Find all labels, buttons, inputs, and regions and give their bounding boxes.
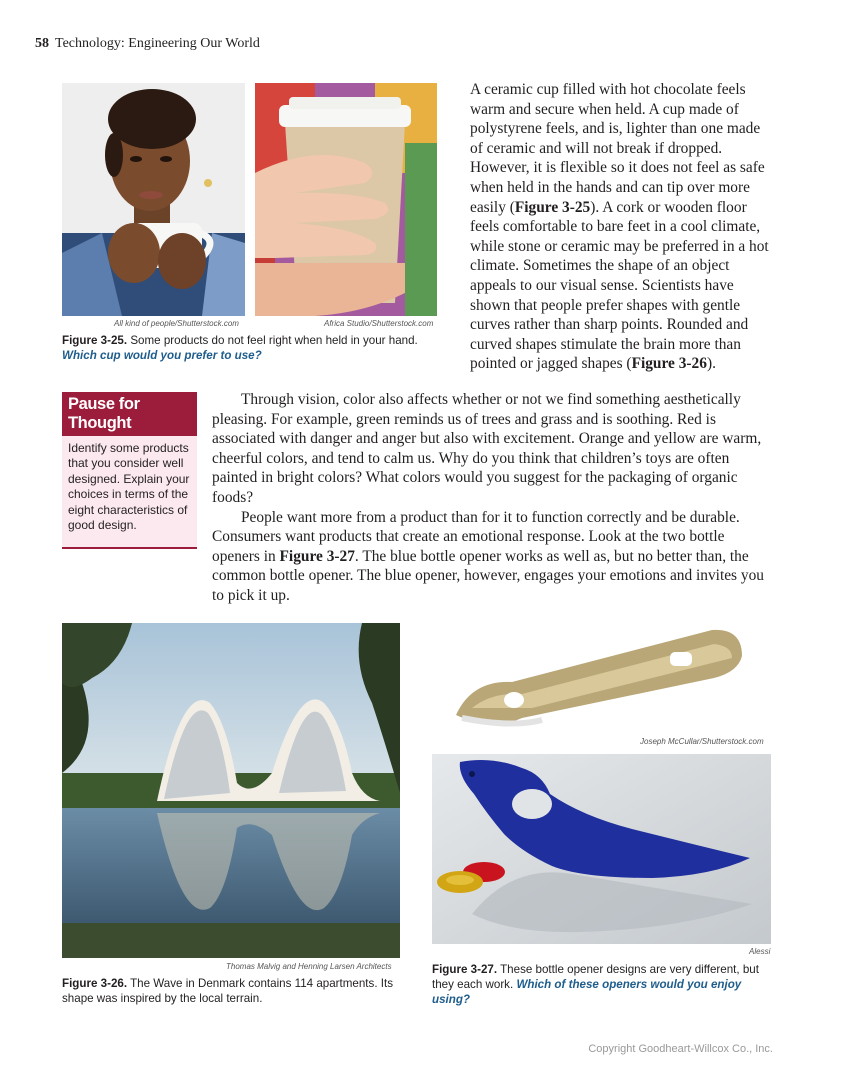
photo-blue-bottle-opener xyxy=(432,754,771,944)
pause-for-thought-title: Pause for Thought xyxy=(62,392,197,436)
photo-paper-cup xyxy=(255,83,437,316)
photo-the-wave-building xyxy=(62,623,400,958)
paragraph-emotion-text-2: . The blue bottle opener works as well as, but no better than, the common bottle opener. The blue opener, however, engages your emotions and invites you to pick it up. xyxy=(212,547,764,604)
figure-3-27-caption xyxy=(432,962,772,1007)
figure-3-25-credit-left: All kind of people/Shutterstock.com xyxy=(114,319,239,328)
figure-3-27-credit-bottom: Alessi xyxy=(749,947,771,956)
photo-common-bottle-opener xyxy=(452,620,748,732)
figure-3-27-label: Figure 3-27. xyxy=(432,963,498,976)
figure-3-26-caption xyxy=(62,976,402,1006)
figure-3-26-label: Figure 3-26. xyxy=(62,977,128,990)
figure-ref-3-27: Figure 3-27 xyxy=(279,547,355,565)
figure-3-25-question: Which cup would you prefer to use? xyxy=(62,349,262,362)
intro-paragraph xyxy=(470,80,776,374)
figure-3-25-text: Some products do not feel right when held in your hand. xyxy=(130,334,418,347)
figure-3-27-question: Which of these openers would you enjoy using? xyxy=(432,978,742,1006)
paragraph-emotion-text-1: People want more from a product than for it to function correctly and be durable. Consumers want products that create an emotional response. Look at the two bottle openers in xyxy=(212,508,740,565)
figure-3-26-credit: Thomas Malvig and Henning Larsen Architects xyxy=(226,962,392,971)
figure-3-25-credit-right: Africa Studio/Shutterstock.com xyxy=(324,319,434,328)
intro-text-3: ). xyxy=(706,355,716,373)
figure-ref-3-26: Figure 3-26 xyxy=(631,355,707,373)
photo-woman-with-mug xyxy=(62,83,245,316)
figure-3-25-caption xyxy=(62,333,442,363)
running-header xyxy=(35,36,260,52)
page-number: 58 xyxy=(35,36,49,51)
figure-3-25-label: Figure 3-25. xyxy=(62,334,128,347)
figure-ref-3-25: Figure 3-25 xyxy=(514,198,591,216)
pause-for-thought-text: Identify some products that you consider well designed. Explain your choices in terms of the eight characteristics of good design. xyxy=(68,441,190,533)
paragraph-color: Through vision, color also affects whether or not we find something aesthetically pleasing. For example, green reminds us of trees and grass and is soothing. Red is associated with danger and anger but also with excitement. Orange and yellow are warm, cheerful colors, and tend to calm us. Why do you think that children’s toys are often painted in bright colors? What colors would you suggest for the packaging of organic foods? xyxy=(212,391,762,506)
intro-text-1: A ceramic cup filled with hot chocolate feels warm and secure when held. A cup made of polystyrene feels, and is, lighter than one made of ceramic and will not break if dropped. However, it is flexible so it does not feel as safe when held in the hands and can tip over more easily ( xyxy=(470,81,765,216)
book-title: Technology: Engineering Our World xyxy=(55,36,260,51)
paragraph-emotion xyxy=(212,508,774,606)
figure-3-26-text: The Wave in Denmark contains 114 apartments. Its shape was inspired by the local terrain. xyxy=(62,977,394,1005)
intro-text-2: ). A cork or wooden floor feels comfortable to bare feet in a cool climate, while stone or ceramic may be preferred in a hot climate. Sometimes the shape of an object appeals to our visual sense. Scientists have shown that people prefer shapes with gentle curves rather than sharp points. Rounded and curved shapes stimulate the brain more than pointed or jagged shapes ( xyxy=(470,198,769,373)
main-text xyxy=(212,390,774,606)
figure-3-27-credit-top: Joseph McCullar/Shutterstock.com xyxy=(640,737,764,746)
pause-for-thought-box xyxy=(62,392,197,549)
figure-3-27-text: These bottle opener designs are very different, but they each work. xyxy=(432,963,759,991)
copyright-footer: Copyright Goodheart-Willcox Co., Inc. xyxy=(588,1043,773,1055)
